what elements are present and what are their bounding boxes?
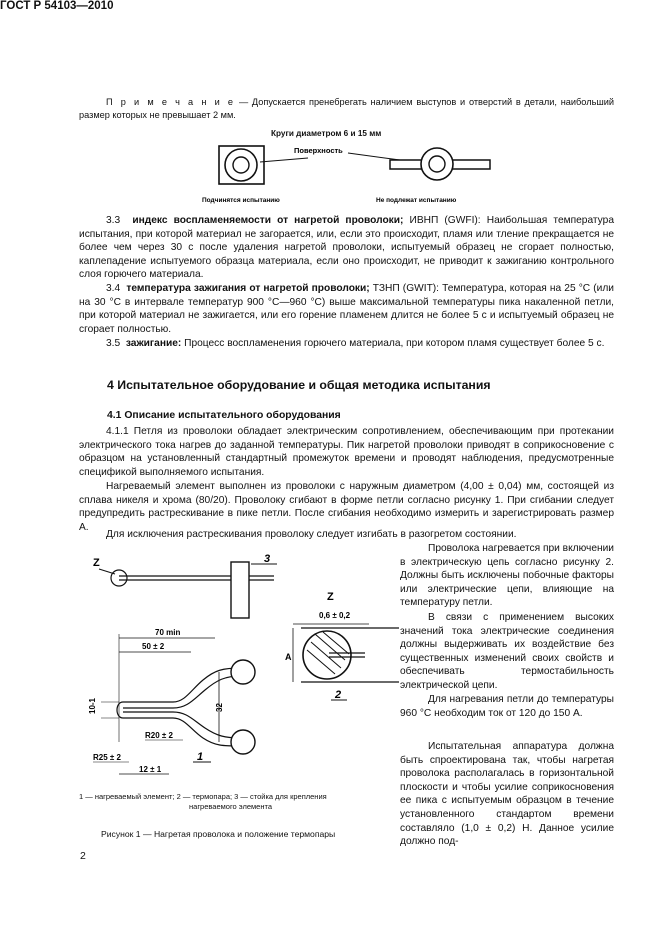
loop-tip (117, 702, 123, 718)
paragraph-3-3 (79, 214, 614, 282)
circles-figure (190, 138, 520, 204)
detail-circle (303, 631, 351, 679)
section-4-1-heading: 4.1 Описание испытательного оборудования (107, 410, 341, 421)
figure-1-drawing (79, 542, 399, 790)
stand (231, 562, 249, 618)
z-detail-circle (111, 570, 127, 586)
figure-top-title: Круги диаметром 6 и 15 мм (271, 129, 382, 138)
dim-06: 0,6 ± 0,2 (319, 611, 351, 620)
p33-num: 3.3 (106, 215, 121, 226)
surface-label: Поверхность (294, 146, 343, 155)
note-text: — Допускается пренебрегать наличием выступов и отверстий в детали, наибольший размер которых не превышает 2 мм. (79, 97, 614, 120)
p35-term: зажигание: (125, 338, 182, 349)
wire-lower-outer (123, 718, 241, 746)
leader-right (348, 153, 400, 160)
figure-legend (79, 792, 379, 812)
z-label-left: Z (93, 557, 100, 569)
note-paragraph (79, 96, 614, 121)
section-4-heading: 4 Испытательное оборудование и общая методика испытания (107, 378, 491, 392)
z-label-detail: Z (327, 591, 334, 603)
p34-text: ТЗНП (GWIT): Температура, которая на 25 °C (или на 30 °C в интервале температур 900 °C—960 °C) выше максимальной температуры пика накаленной петли, при которой материал не зажигается, или его горение пламенем длится не более 5 с и испытуемый образец не сгорает полностью. (79, 283, 614, 335)
ring-lower (231, 730, 255, 754)
legend-line-2: нагреваемого элемента (189, 802, 272, 811)
left-inner-circle (233, 157, 249, 173)
note-prefix: П р и м е ч а н и е (106, 97, 236, 107)
dim-r20: R20 ± 2 (145, 731, 173, 740)
dim-a: A (285, 652, 292, 662)
label-3: 3 (264, 553, 271, 565)
p35-num: 3.5 (106, 338, 121, 349)
left-outer-circle (225, 149, 257, 181)
paragraph-crack: Для исключения растрескивания проволоку следует изгибать в разогретом состоянии. (106, 529, 517, 540)
left-circle-label: Подчинятся испытанию (202, 197, 280, 204)
paragraph-element: Нагреваемый элемент выполнен из проволоки с наружным диаметром (4,00 ± 0,04) мм, состоящей из сплава никеля и хрома (80/20). Проволоку сгибают в форме петли согласно рисунку 1. При сгибании следует предупредить растрескивание в пике петли. После сгибания необходимо измерить и зарегистрировать размер А. (79, 481, 614, 533)
right-paragraph-3: Для нагревания петли до температуры 960 °C необходим ток от 120 до 150 А. (400, 694, 614, 719)
dim-70: 70 min (155, 628, 181, 637)
legend-line-1: 1 — нагреваемый элемент; 2 — термопара; 3 — стойка для крепления (79, 792, 327, 801)
p33-term: индекс воспламеняемости от нагретой проволоки; (132, 215, 404, 226)
paragraph-4-1-1: 4.1.1 Петля из проволоки обладает электрическим сопротивлением, обеспечивающим при протекании электрического тока нагрев до заданной температуры. Пик нагретой проволоки приводят в соприкосновение с образцом на установленный стандартный промежуток времени и проводят наблюдения, предусмотренные спецификой выполняемого испытания. (79, 426, 614, 478)
leader-left (260, 158, 308, 162)
right-paragraph-1: Проволока нагревается при включении в электрическую цепь согласно рисунку 2. Должны быть исключены побочные факторы или электрические цепи, влияющие на температуру петли. (400, 543, 614, 609)
dim-r25: R25 ± 2 (93, 753, 121, 762)
wire-upper-outer (123, 668, 241, 702)
dim-32: 32 (215, 703, 224, 712)
right-circle-label: Не подлежат испытанию (376, 197, 457, 204)
dim-10: 10-1 (88, 697, 97, 714)
p34-num: 3.4 (106, 283, 121, 294)
dim-12: 12 ± 1 (139, 765, 162, 774)
wire-lower-inner (123, 712, 241, 738)
figure-1-caption: Рисунок 1 — Нагретая проволока и положение термопары (101, 829, 336, 839)
p34-term: температура зажигания от нагретой проволоки; (126, 283, 370, 294)
label-1: 1 (197, 751, 204, 763)
p33-text: ИВНП (GWFI): Наибольшая температура испытания, при которой материал не загорается, или, если это происходит, пламя или тление прекращается не более чем через 30 с после удаления нагретой проволоки, испытуемый образец не сгорает полностью, каплепадение испытуемого образца материала, если оно происходит, не приводит к зажиганию контрольного слоя горючего материала. (79, 215, 614, 281)
right-paragraph-4: Испытательная аппаратура должна быть спроектирована так, чтобы нагретая проволока располагалась в горизонтальной плоскости и чтобы усилие соприкосновения ее пика с испытуемым образцом в течение установленного стандартом времени составляло (1,0 ± 0,2) Н. Данное усилие должно под- (400, 741, 614, 848)
page-number: 2 (80, 850, 86, 862)
document-header: ГОСТ Р 54103—2010 (0, 0, 114, 12)
right-paragraph-2: В связи с применением высоких значений тока электрические соединения должны выдерживать их воздействие без существенных изменений своих свойств и обеспечивать термостабильность электрической цепи. (400, 612, 614, 691)
label-2: 2 (335, 689, 342, 701)
dim-50: 50 ± 2 (142, 642, 165, 651)
paragraph-3-5 (79, 337, 614, 351)
ring-upper (231, 660, 255, 684)
p35-text: Процесс воспламенения горючего материала, при котором пламя существует более 5 с. (181, 338, 605, 349)
right-outer-circle (421, 148, 453, 180)
paragraph-3-4 (79, 282, 614, 336)
